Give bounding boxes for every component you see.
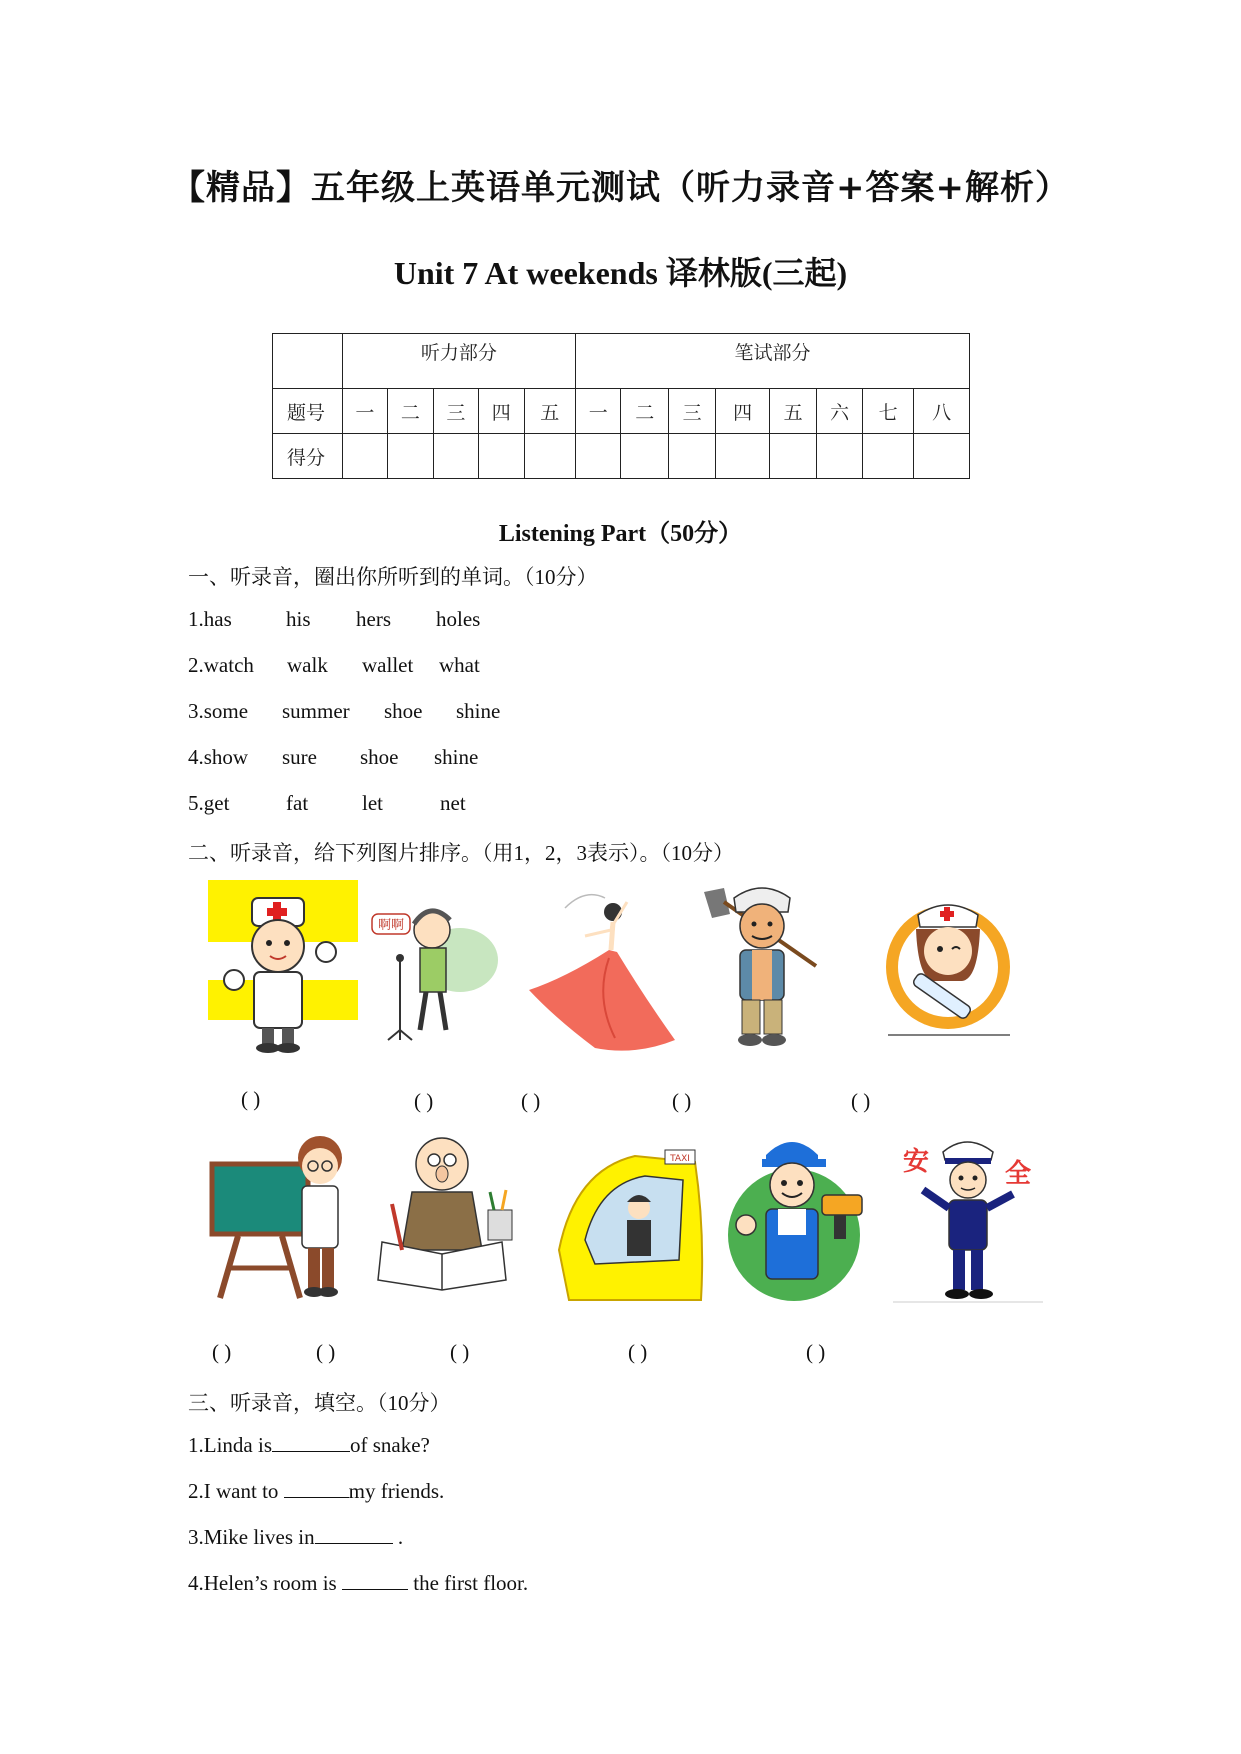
score-cell[interactable] bbox=[342, 434, 387, 479]
answer-blank[interactable]: ( ) bbox=[628, 1340, 648, 1364]
section2-instruction: 二、听录音，给下列图片排序。（用1，2，3表示）。（10分） bbox=[188, 841, 734, 865]
word-option[interactable]: 5.get bbox=[188, 791, 230, 815]
writer-picture bbox=[372, 1130, 520, 1305]
word-option[interactable]: hers bbox=[356, 607, 391, 631]
score-cell[interactable] bbox=[862, 434, 914, 479]
question-number-cell: 一 bbox=[342, 389, 387, 434]
answer-line[interactable] bbox=[284, 1479, 349, 1498]
question-number-cell: 五 bbox=[769, 389, 816, 434]
score-label: 得分 bbox=[273, 434, 343, 479]
question-number-cell: 三 bbox=[668, 389, 715, 434]
score-cell[interactable] bbox=[576, 434, 621, 479]
sentence-end: the first floor. bbox=[407, 1571, 529, 1595]
word-option[interactable]: sure bbox=[282, 745, 317, 769]
worker-picture bbox=[722, 1125, 872, 1305]
question-number-cell: 五 bbox=[524, 389, 576, 434]
empty-cell bbox=[273, 334, 343, 389]
fill-blank-item bbox=[188, 1479, 444, 1504]
word-option[interactable]: fat bbox=[286, 791, 309, 815]
farmer-picture bbox=[690, 878, 830, 1056]
teacher-picture bbox=[208, 1128, 358, 1303]
score-table bbox=[272, 333, 970, 479]
question-number-cell: 六 bbox=[817, 389, 862, 434]
score-cell[interactable] bbox=[716, 434, 770, 479]
answer-blank[interactable]: ( ) bbox=[450, 1340, 470, 1364]
word-option[interactable]: holes bbox=[436, 607, 481, 631]
answer-blank[interactable]: ( ) bbox=[212, 1340, 232, 1364]
question-number-cell: 七 bbox=[862, 389, 914, 434]
answer-blank[interactable]: ( ) bbox=[241, 1087, 261, 1111]
answer-line[interactable] bbox=[315, 1525, 393, 1544]
question-number-cell: 四 bbox=[716, 389, 770, 434]
section1-instruction: 一、听录音，圈出你所听到的单词。（10分） bbox=[188, 565, 598, 589]
score-cell[interactable] bbox=[621, 434, 668, 479]
score-cell[interactable] bbox=[914, 434, 970, 479]
policeman-picture bbox=[893, 1130, 1043, 1305]
score-cell[interactable] bbox=[433, 434, 478, 479]
sentence-end: . bbox=[392, 1525, 404, 1549]
question-number-cell: 三 bbox=[433, 389, 478, 434]
answer-blank[interactable]: ( ) bbox=[316, 1340, 336, 1364]
question-number-cell: 八 bbox=[914, 389, 970, 434]
fill-blank-item bbox=[188, 1571, 528, 1596]
word-option[interactable]: shoe bbox=[360, 745, 399, 769]
word-option[interactable]: walk bbox=[287, 653, 328, 677]
question-number-row bbox=[273, 389, 970, 434]
nurse-picture bbox=[880, 885, 1020, 1055]
score-cell[interactable] bbox=[769, 434, 816, 479]
fill-blank-item bbox=[188, 1433, 430, 1458]
safety-char-left: 安 bbox=[903, 1147, 930, 1177]
answer-line[interactable] bbox=[342, 1571, 408, 1590]
word-option[interactable]: his bbox=[286, 607, 311, 631]
score-cell[interactable] bbox=[668, 434, 715, 479]
score-cell[interactable] bbox=[524, 434, 576, 479]
taxi-sign-text: TAXI bbox=[670, 1154, 690, 1164]
sentence-start: 1.Linda is bbox=[188, 1433, 272, 1457]
answer-blank[interactable]: ( ) bbox=[414, 1089, 434, 1113]
word-option[interactable]: wallet bbox=[362, 653, 414, 677]
sentence-end: of snake? bbox=[350, 1433, 430, 1457]
sentence-start: 4.Helen’s room is bbox=[188, 1571, 342, 1595]
dancer-picture bbox=[525, 878, 675, 1058]
question-number-cell: 一 bbox=[576, 389, 621, 434]
word-option[interactable]: net bbox=[440, 791, 466, 815]
word-option[interactable]: shine bbox=[434, 745, 479, 769]
question-number-cell: 四 bbox=[479, 389, 524, 434]
written-part-header: 笔试部分 bbox=[576, 334, 970, 389]
singer-bubble-text: 啊啊 bbox=[377, 918, 405, 933]
word-option[interactable]: 4.show bbox=[188, 745, 249, 769]
fill-blank-item bbox=[188, 1525, 403, 1550]
listening-part-header: 听力部分 bbox=[342, 334, 575, 389]
word-option[interactable]: shine bbox=[456, 699, 501, 723]
word-option[interactable]: summer bbox=[282, 699, 350, 723]
word-option[interactable]: what bbox=[439, 653, 480, 677]
question-number-label: 题号 bbox=[273, 389, 343, 434]
singer-picture bbox=[370, 890, 500, 1050]
answer-blank[interactable]: ( ) bbox=[521, 1089, 541, 1113]
word-option[interactable]: 3.some bbox=[188, 699, 249, 723]
sentence-end: my friends. bbox=[348, 1479, 445, 1503]
score-table-header-row bbox=[273, 334, 970, 389]
listening-part-heading: Listening Part（50分） bbox=[498, 521, 743, 547]
section3-instruction: 三、听录音，填空。（10分） bbox=[188, 1391, 451, 1415]
answer-line[interactable] bbox=[272, 1433, 350, 1452]
doctor-picture bbox=[208, 880, 358, 1058]
score-cell[interactable] bbox=[479, 434, 524, 479]
taxi-driver-picture bbox=[555, 1140, 705, 1305]
word-option[interactable]: let bbox=[362, 791, 383, 815]
sentence-start: 2.I want to bbox=[188, 1479, 284, 1503]
score-cell[interactable] bbox=[817, 434, 862, 479]
word-option[interactable]: shoe bbox=[384, 699, 423, 723]
answer-blank[interactable]: ( ) bbox=[851, 1089, 871, 1113]
safety-char-right: 全 bbox=[1005, 1159, 1032, 1189]
score-cell[interactable] bbox=[388, 434, 433, 479]
question-number-cell: 二 bbox=[621, 389, 668, 434]
page-subtitle: Unit 7 At weekends 译林版(三起) bbox=[393, 255, 848, 291]
answer-blank[interactable]: ( ) bbox=[806, 1340, 826, 1364]
word-option[interactable]: 1.has bbox=[188, 607, 232, 631]
answer-blank[interactable]: ( ) bbox=[672, 1089, 692, 1113]
page-title: 【精品】五年级上英语单元测试（听力录音+答案+解析） bbox=[171, 168, 1070, 208]
question-number-cell: 二 bbox=[388, 389, 433, 434]
sentence-start: 3.Mike lives in bbox=[188, 1525, 315, 1549]
score-row bbox=[273, 434, 970, 479]
word-option[interactable]: 2.watch bbox=[188, 653, 254, 677]
